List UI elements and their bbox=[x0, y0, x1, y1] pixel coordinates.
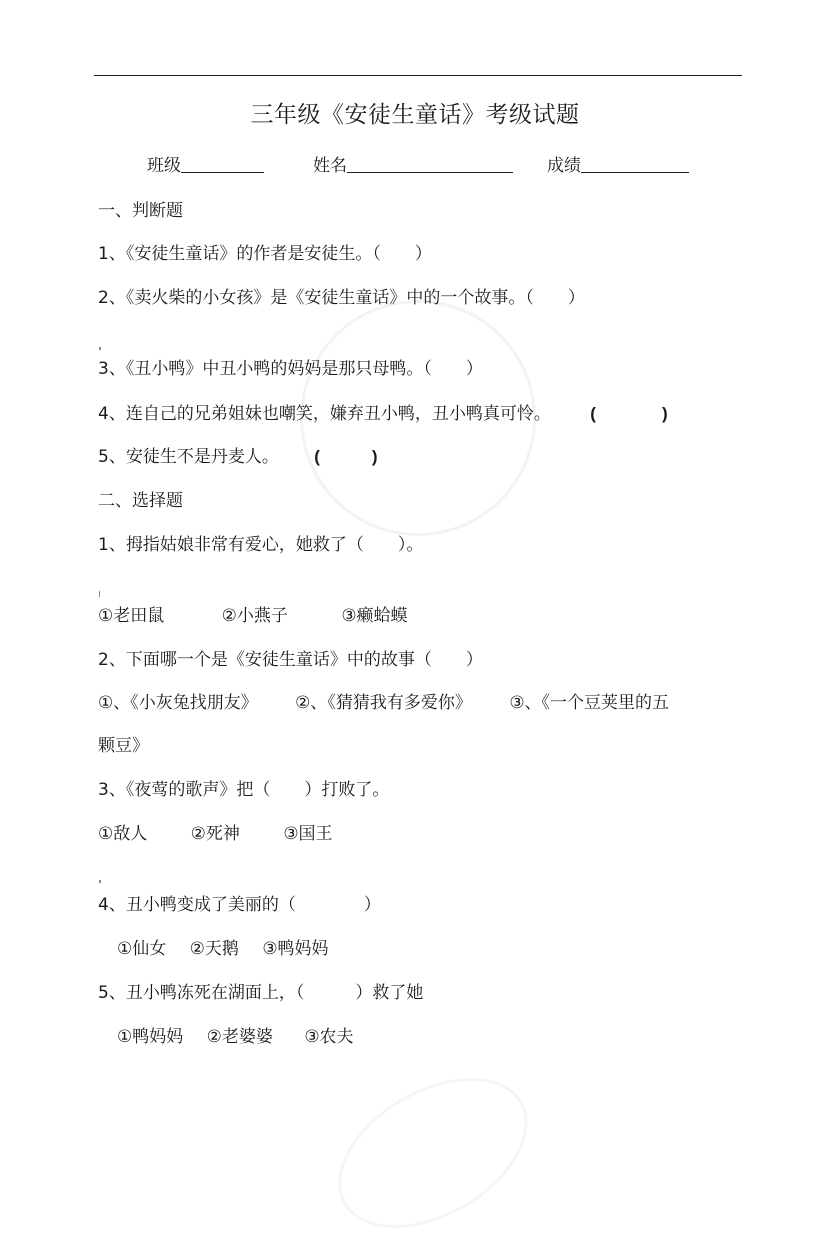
mc-question: 1、拇指姑娘非常有爱心，她救了（ ）。 bbox=[98, 535, 424, 555]
option: ②死神 bbox=[190, 824, 240, 844]
question-text: 4、连自己的兄弟姐妹也嘲笑，嫌弃丑小鸭，丑小鸭真可怜。 bbox=[98, 404, 551, 424]
tf-question: 1、《安徒生童话》的作者是安徒生。（ ） bbox=[98, 244, 432, 264]
score-label: 成绩 bbox=[547, 156, 581, 176]
section-heading: 二、选择题 bbox=[98, 491, 183, 511]
option: ②、《猜猜我有多爱你》 bbox=[295, 693, 472, 713]
option: ②小燕子 bbox=[221, 606, 288, 626]
mc-question: 4、丑小鸭变成了美丽的（ ） bbox=[98, 895, 381, 915]
mc-options bbox=[98, 819, 333, 844]
option: ①老田鼠 bbox=[98, 606, 165, 626]
answer-parentheses: ( ) bbox=[314, 447, 378, 466]
name-blank[interactable] bbox=[347, 154, 513, 173]
option: ①敌人 bbox=[98, 824, 148, 844]
section-heading: 一、判断题 bbox=[98, 201, 183, 221]
mc-options bbox=[98, 601, 408, 626]
option: ②天鹅 bbox=[189, 939, 239, 959]
mc-question: 2、下面哪一个是《安徒生童话》中的故事（ ） bbox=[98, 650, 483, 670]
header-rule bbox=[94, 75, 742, 76]
option: ①鸭妈妈 bbox=[117, 1027, 184, 1047]
option: ①仙女 bbox=[117, 939, 167, 959]
tf-question bbox=[98, 399, 668, 424]
name-field bbox=[313, 151, 513, 176]
question-text: 5、安徒生不是丹麦人。 bbox=[98, 447, 279, 467]
option-continuation: 颗豆》 bbox=[98, 736, 149, 756]
class-label: 班级 bbox=[147, 156, 181, 176]
option: ③、《一个豆荚里的五 bbox=[509, 693, 670, 713]
class-field bbox=[147, 151, 264, 176]
option: ③癞蛤蟆 bbox=[341, 606, 408, 626]
tf-question: 2、《卖火柴的小女孩》是《安徒生童话》中的一个故事。（ ） bbox=[98, 288, 585, 308]
page-title: 三年级《安徒生童话》考级试题 bbox=[250, 102, 580, 128]
stray-mark bbox=[99, 880, 101, 883]
watermark bbox=[312, 1047, 553, 1259]
mc-question: 5、丑小鸭冻死在湖面上，（ ）救了她 bbox=[98, 983, 424, 1003]
mc-options bbox=[98, 688, 669, 713]
mc-options bbox=[117, 934, 329, 959]
stray-mark bbox=[99, 347, 101, 350]
tf-question: 3、《丑小鸭》中丑小鸭的妈妈是那只母鸭。（ ） bbox=[98, 359, 483, 379]
name-label: 姓名 bbox=[313, 156, 347, 176]
option: ③国王 bbox=[283, 824, 333, 844]
option: ②老婆婆 bbox=[206, 1027, 273, 1047]
class-blank[interactable] bbox=[181, 154, 264, 173]
stray-mark bbox=[99, 591, 100, 597]
option: ③农夫 bbox=[304, 1027, 354, 1047]
mc-question: 3、《夜莺的歌声》把（ ）打败了。 bbox=[98, 780, 390, 800]
mc-options bbox=[117, 1022, 354, 1047]
score-field bbox=[547, 151, 689, 176]
option: ①、《小灰兔找朋友》 bbox=[98, 693, 258, 713]
score-blank[interactable] bbox=[581, 154, 689, 173]
option: ③鸭妈妈 bbox=[262, 939, 329, 959]
tf-question bbox=[98, 442, 378, 467]
answer-parentheses: ( ) bbox=[590, 404, 668, 423]
